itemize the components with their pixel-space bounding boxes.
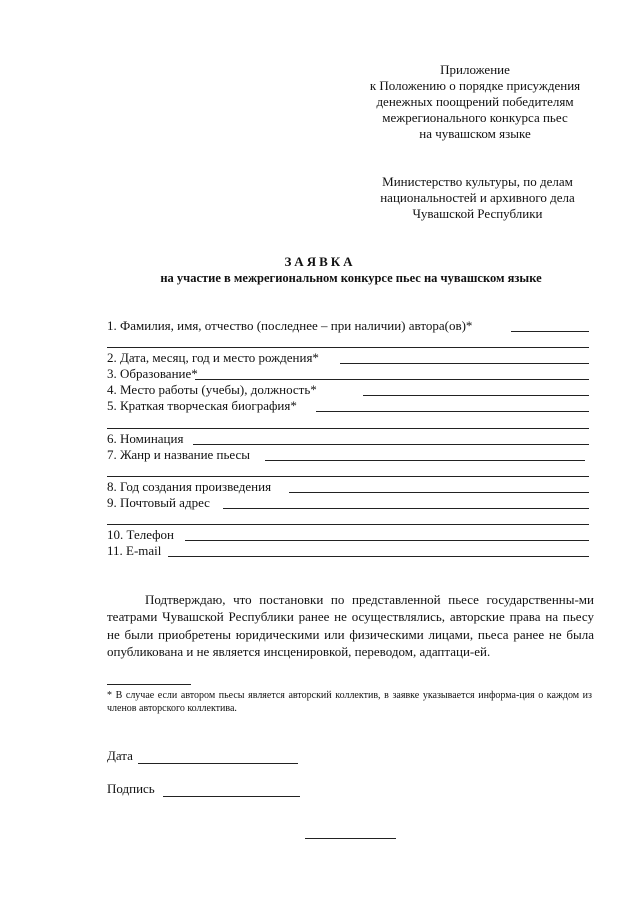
footnote-separator	[107, 684, 191, 685]
field-label: 3. Образование*	[107, 366, 198, 381]
field-label: 8. Год создания произведения	[107, 479, 272, 494]
field-input-line[interactable]	[168, 556, 589, 557]
field-input-line[interactable]	[223, 508, 589, 509]
field-continuation-line[interactable]	[107, 524, 589, 525]
field-continuation-line[interactable]	[107, 428, 589, 429]
appendix-block	[345, 62, 605, 142]
field-label: 10. Телефон	[107, 527, 175, 542]
document-title: ЗАЯВКА	[284, 254, 356, 269]
appendix-line: Приложение	[440, 62, 510, 77]
field-input-line[interactable]	[316, 411, 589, 412]
field-input-line[interactable]	[195, 379, 589, 380]
field-label: 11. E-mail	[107, 543, 162, 558]
field-label: 7. Жанр и название пьесы	[107, 447, 251, 462]
date-input-line[interactable]	[138, 763, 298, 764]
closing-separator-line	[305, 838, 396, 839]
appendix-line: денежных поощрений победителям	[376, 94, 574, 109]
field-input-line[interactable]	[340, 363, 589, 364]
addressee-line: Чувашской Республики	[412, 206, 543, 221]
field-continuation-line[interactable]	[107, 347, 589, 348]
footnote: * В случае если автором пьесы является авторский коллектив, в заявке указывается информа-ция о каждом из членов авторского коллектива.	[107, 690, 592, 714]
signature-label: Подпись	[107, 781, 155, 796]
field-label: 2. Дата, месяц, год и место рождения*	[107, 350, 319, 365]
date-label: Дата	[107, 748, 133, 763]
confirmation-paragraph	[107, 591, 594, 660]
field-input-line[interactable]	[265, 460, 585, 461]
field-label: 1. Фамилия, имя, отчество (последнее – при наличии) автора(ов)*	[107, 318, 473, 333]
signature-input-line[interactable]	[163, 796, 300, 797]
field-label: 9. Почтовый адрес	[107, 495, 210, 510]
document-subtitle: на участие в межрегиональном конкурсе пьес на чувашском языке	[160, 271, 542, 285]
field-input-line[interactable]	[511, 331, 589, 332]
appendix-line: межрегионального конкурса пьес	[382, 110, 568, 125]
appendix-line: к Положению о порядке присуждения	[369, 78, 581, 93]
field-label: 6. Номинация	[107, 431, 184, 446]
appendix-line: на чувашском языке	[419, 126, 531, 141]
field-label: 5. Краткая творческая биография*	[107, 398, 297, 413]
field-input-line[interactable]	[193, 444, 589, 445]
addressee-line: Министерство культуры, по делам	[382, 174, 573, 189]
addressee-block	[345, 174, 610, 222]
field-continuation-line[interactable]	[107, 476, 589, 477]
field-label: 4. Место работы (учебы), должность*	[107, 382, 317, 397]
confirmation-text: Подтверждаю, что постановки по представленной пьесе государственны-ми театрами Чувашской Республики ранее не осуществлялись, авторские права на пьесу не были приобретены юридическими или физическими лицами, пьеса ранее не была опубликована и не является инсценировкой, переводом, адаптаци-ей.	[107, 592, 594, 659]
field-input-line[interactable]	[363, 395, 589, 396]
field-input-line[interactable]	[185, 540, 589, 541]
field-input-line[interactable]	[289, 492, 589, 493]
addressee-line: национальностей и архивного дела	[380, 190, 575, 205]
